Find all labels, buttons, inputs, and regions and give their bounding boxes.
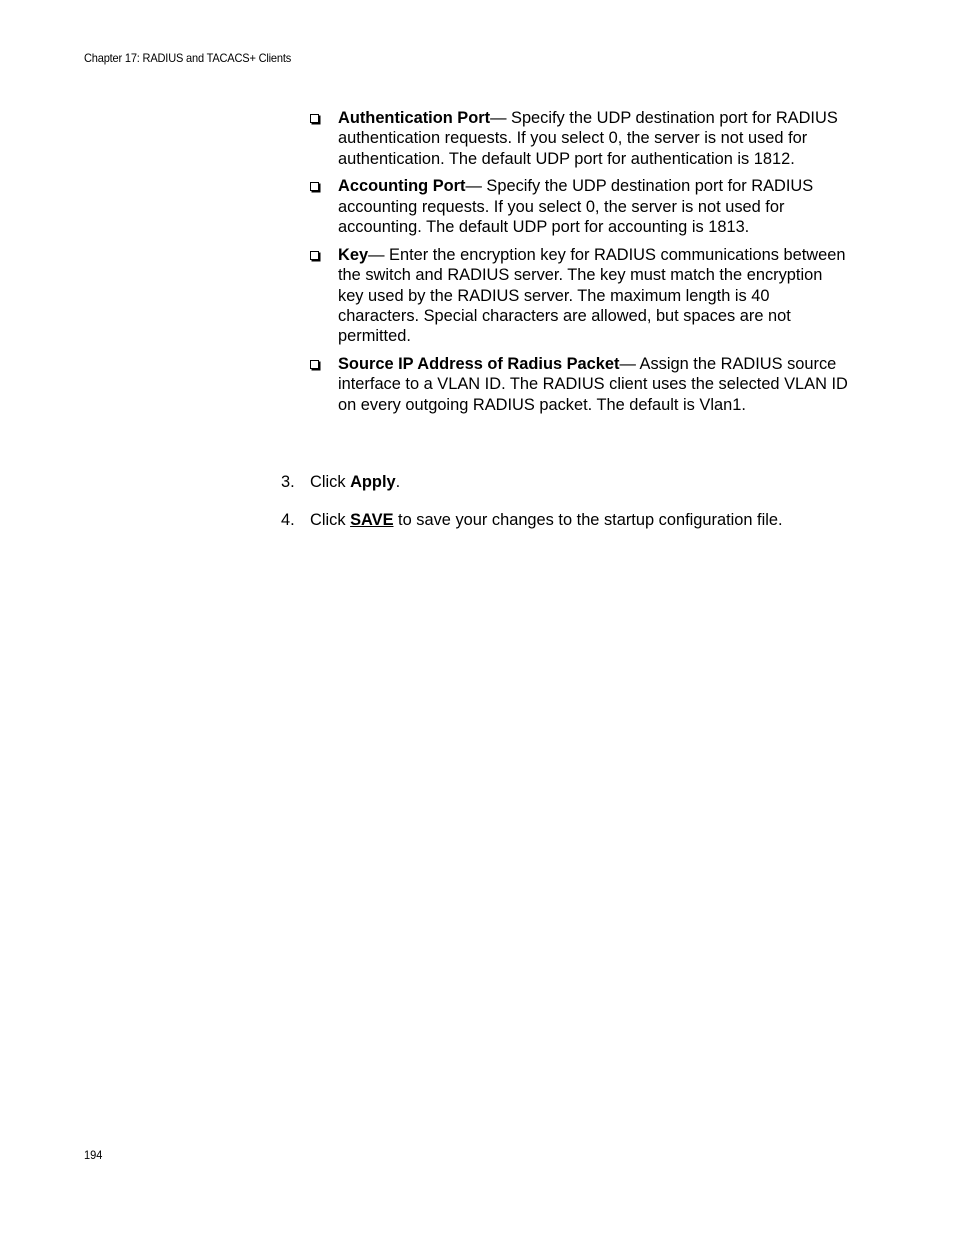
step-save xyxy=(281,510,881,530)
square-bullet-icon xyxy=(310,114,319,123)
apply-label: Apply xyxy=(350,473,396,491)
field-description: — Assign the RADIUS source interface to a VLAN ID. The RADIUS client uses the selected VLAN ID on every outgoing RADIUS packet. The default is Vlan1. xyxy=(338,355,848,414)
running-header: Chapter 17: RADIUS and TACACS+ Clients xyxy=(84,51,292,65)
field-description: — Specify the UDP destination port for RADIUS accounting requests. If you select 0, the server is not used for accounting. The default UDP port for accounting is 1813. xyxy=(338,177,814,237)
list-item-accounting-port xyxy=(308,176,848,237)
list-item-key xyxy=(308,245,848,346)
field-description-list xyxy=(308,108,848,423)
square-bullet-icon xyxy=(310,251,319,260)
step-apply xyxy=(281,472,881,492)
procedure-steps xyxy=(281,472,881,549)
list-item-source-ip-address xyxy=(308,354,848,415)
page-number: 194 xyxy=(84,1148,103,1162)
square-bullet-icon xyxy=(310,182,319,191)
step-number: 3. xyxy=(281,473,295,491)
field-description: — Enter the encryption key for RADIUS communications between the switch and RADIUS server. The key must match the encryption key used by the RADIUS server. The maximum length is 40 characters. Special characters are allowed, but spaces are not permitted. xyxy=(338,245,846,346)
square-bullet-icon xyxy=(310,360,319,369)
step-number: 4. xyxy=(281,511,295,530)
field-term: Authentication Port xyxy=(338,109,491,127)
field-term: Key xyxy=(338,245,369,264)
list-item-authentication-port xyxy=(308,108,848,169)
step-prefix: Click xyxy=(310,473,351,491)
field-term: Accounting Port xyxy=(338,177,466,196)
step-suffix: to save your changes to the startup configuration file. xyxy=(393,511,783,530)
step-suffix: . xyxy=(395,473,401,491)
step-prefix: Click xyxy=(310,511,351,530)
field-term: Source IP Address of Radius Packet xyxy=(338,355,620,374)
save-link[interactable]: SAVE xyxy=(350,511,394,530)
field-description: — Specify the UDP destination port for RADIUS authentication requests. If you select 0, the server is not used for authentication. The default UDP port for authentication is 1812. xyxy=(338,109,838,168)
